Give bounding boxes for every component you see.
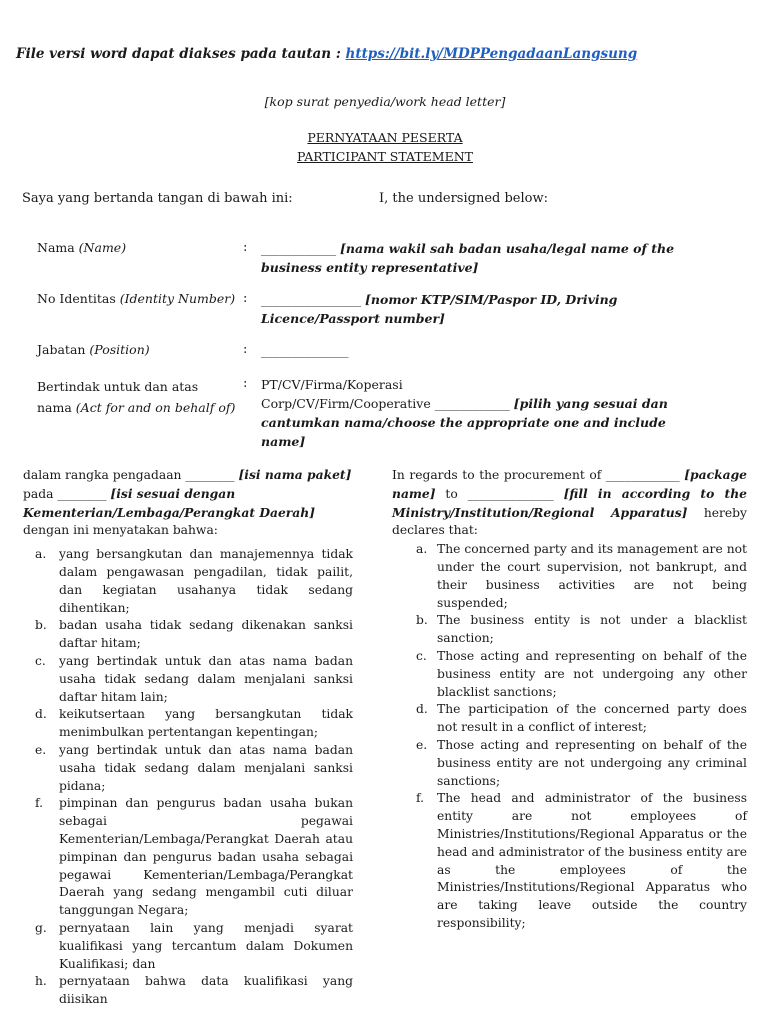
document-title-id: PERNYATAAN PESERTA: [307, 130, 463, 145]
word-version-link[interactable]: https://bit.ly/MDPPengadaanLangsung: [345, 46, 638, 62]
list-item: [392, 701, 747, 737]
label-text: Jabatan: [37, 342, 90, 357]
field-value-identity: [261, 290, 701, 328]
list-item: [392, 541, 747, 612]
list-marker: f.: [35, 796, 44, 811]
hint-text: [nomor KTP/SIM/Paspor ID, Driving: [364, 292, 618, 307]
list-item: [392, 612, 747, 648]
statement-list-id: [23, 546, 353, 1009]
list-item: [23, 617, 353, 653]
text: to ______________: [435, 486, 564, 501]
text: In regards to the procurement of ____________: [392, 468, 685, 482]
colon: :: [243, 291, 248, 306]
list-item: [23, 742, 353, 795]
field-value-name: [261, 239, 701, 277]
field-value-behalf: [261, 375, 701, 451]
hint-text: [package name]: [392, 467, 747, 501]
list-item-text: The participation of the concerned party does not result in a conflict of interest;: [437, 702, 747, 735]
list-item-text: Those acting and representing on behalf of the business entity are not undergoing any criminal sanctions;: [437, 737, 747, 788]
hint-text: business entity representative]: [261, 260, 479, 275]
entity-types-en: Corp/CV/Firm/Cooperative ____________: [261, 396, 514, 411]
list-marker: e.: [416, 737, 428, 752]
blank-line: ____________: [261, 241, 340, 256]
list-item-text: pernyataan bahwa data kualifikasi yang diisikan: [59, 974, 353, 1007]
blank-line: ________________: [261, 292, 365, 307]
label-text: nama: [37, 400, 76, 415]
letterhead-placeholder: [kop surat penyedia/work head letter]: [264, 94, 506, 109]
text: dengan ini menyatakan bahwa:: [23, 523, 218, 538]
text: dalam rangka pengadaan ________: [23, 468, 239, 482]
note-text: File versi word dapat diakses pada tautan :: [16, 46, 346, 62]
hint-text: Licence/Passport number]: [261, 311, 445, 326]
list-item-text: yang bertindak untuk dan atas nama badan usaha tidak sedang dalam menjalani sanksi daftar hitam lain;: [59, 653, 353, 704]
list-item: [23, 706, 353, 742]
list-item-text: Those acting and representing on behalf of the business entity are not undergoing any other blacklist sanctions;: [437, 648, 747, 699]
field-value-position: [261, 341, 701, 360]
statement-list-en: [392, 541, 747, 933]
list-item-text: The business entity is not under a blacklist sanction;: [437, 613, 747, 646]
hint-text: [isi nama paket]: [238, 467, 352, 482]
label-text: Bertindak untuk dan atas: [37, 379, 199, 394]
field-label-name: [37, 240, 126, 255]
label-text: No Identitas: [37, 291, 120, 306]
list-item-text: keikutsertaan yang bersangkutan tidak menimbulkan pertentangan kepentingan;: [59, 707, 353, 740]
list-marker: c.: [35, 653, 46, 668]
list-marker: c.: [416, 648, 427, 663]
list-marker: d.: [416, 702, 428, 717]
text: pada ________: [23, 486, 111, 501]
hint-text: [fill in according to the Ministry/Institution/Regional Apparatus]: [392, 485, 747, 520]
statement-intro-id: [23, 466, 353, 540]
list-marker: f.: [416, 791, 425, 806]
intro-id: Saya yang bertanda tangan di bawah ini:: [22, 191, 293, 206]
list-marker: e.: [35, 742, 47, 757]
field-label-position: [37, 342, 150, 357]
label-text: Nama: [37, 240, 79, 255]
list-marker: a.: [35, 547, 47, 562]
list-item-text: pimpinan dan pengurus badan usaha bukan sebagai pegawai Kementerian/Lembaga/Perangkat Daerah atau pimpinan dan pengurus badan usaha sebagai pegawai Kementerian/Lembaga/Perangkat Daerah yang sedang mengambil cuti diluar tanggungan Negara;: [59, 796, 353, 918]
list-marker: h.: [35, 974, 47, 989]
intro-en: I, the undersigned below:: [379, 191, 548, 206]
list-item: [392, 737, 747, 790]
list-marker: g.: [35, 920, 47, 935]
list-marker: d.: [35, 707, 47, 722]
blank-line: ______________: [261, 343, 349, 358]
hint-text: [isi sesuai dengan Kementerian/Lembaga/Perangkat Daerah]: [23, 485, 316, 520]
label-text-en: (Position): [89, 342, 150, 357]
statement-column-en: [392, 466, 747, 933]
list-item: [392, 790, 747, 932]
list-item-text: badan usaha tidak sedang dikenakan sanksi daftar hitam;: [59, 618, 353, 651]
document-title-en: PARTICIPANT STATEMENT: [296, 149, 474, 164]
colon: :: [243, 376, 248, 391]
word-version-note: [16, 46, 637, 62]
list-item-text: yang bertindak untuk dan atas nama badan usaha tidak sedang dalam menjalani sanksi pidana;: [59, 742, 353, 793]
hint-text: [nama wakil sah badan usaha/legal name of the: [339, 241, 675, 256]
list-item-text: pernyataan lain yang menjadi syarat kualifikasi yang tercantum dalam Dokumen Kualifikasi; dan: [59, 920, 353, 971]
list-item: [392, 648, 747, 701]
statement-column-id: [23, 466, 353, 1009]
statement-intro-en: [392, 466, 747, 540]
list-item: [23, 653, 353, 706]
hint-text: cantumkan nama/choose the appropriate one and include name]: [261, 415, 666, 449]
list-marker: b.: [416, 613, 428, 628]
list-item: [23, 973, 353, 1009]
field-label-identity: [37, 291, 235, 306]
colon: :: [243, 342, 248, 357]
text: hereby declares that:: [392, 505, 747, 538]
field-label-behalf: [37, 376, 235, 418]
label-text-en: (Identity Number): [119, 291, 236, 306]
list-item: [23, 920, 353, 973]
entity-types: PT/CV/Firma/Koperasi: [261, 377, 403, 392]
hint-text: [pilih yang sesuai dan: [513, 396, 668, 411]
list-item: [23, 795, 353, 920]
list-item-text: yang bersangkutan dan manajemennya tidak dalam pengawasan pengadilan, tidak pailit, dan kegiatan usahanya tidak sedang dihentikan;: [59, 547, 353, 615]
list-marker: b.: [35, 618, 47, 633]
label-text-en: (Act for and on behalf of): [75, 400, 236, 415]
list-item: [23, 546, 353, 617]
list-item-text: The concerned party and its management are not under the court supervision, not bankrupt, and their business activities are not being suspended;: [437, 542, 747, 610]
label-text-en: (Name): [78, 240, 127, 255]
list-item-text: The head and administrator of the business entity are not employees of Ministries/Institutions/Regional Apparatus or the head and administrator of the business entity are as the employees of the Ministries/Institutions/Regional Apparatus who are taking leave outside the country responsibility;: [437, 791, 747, 930]
colon: :: [243, 240, 248, 255]
list-marker: a.: [416, 542, 428, 557]
